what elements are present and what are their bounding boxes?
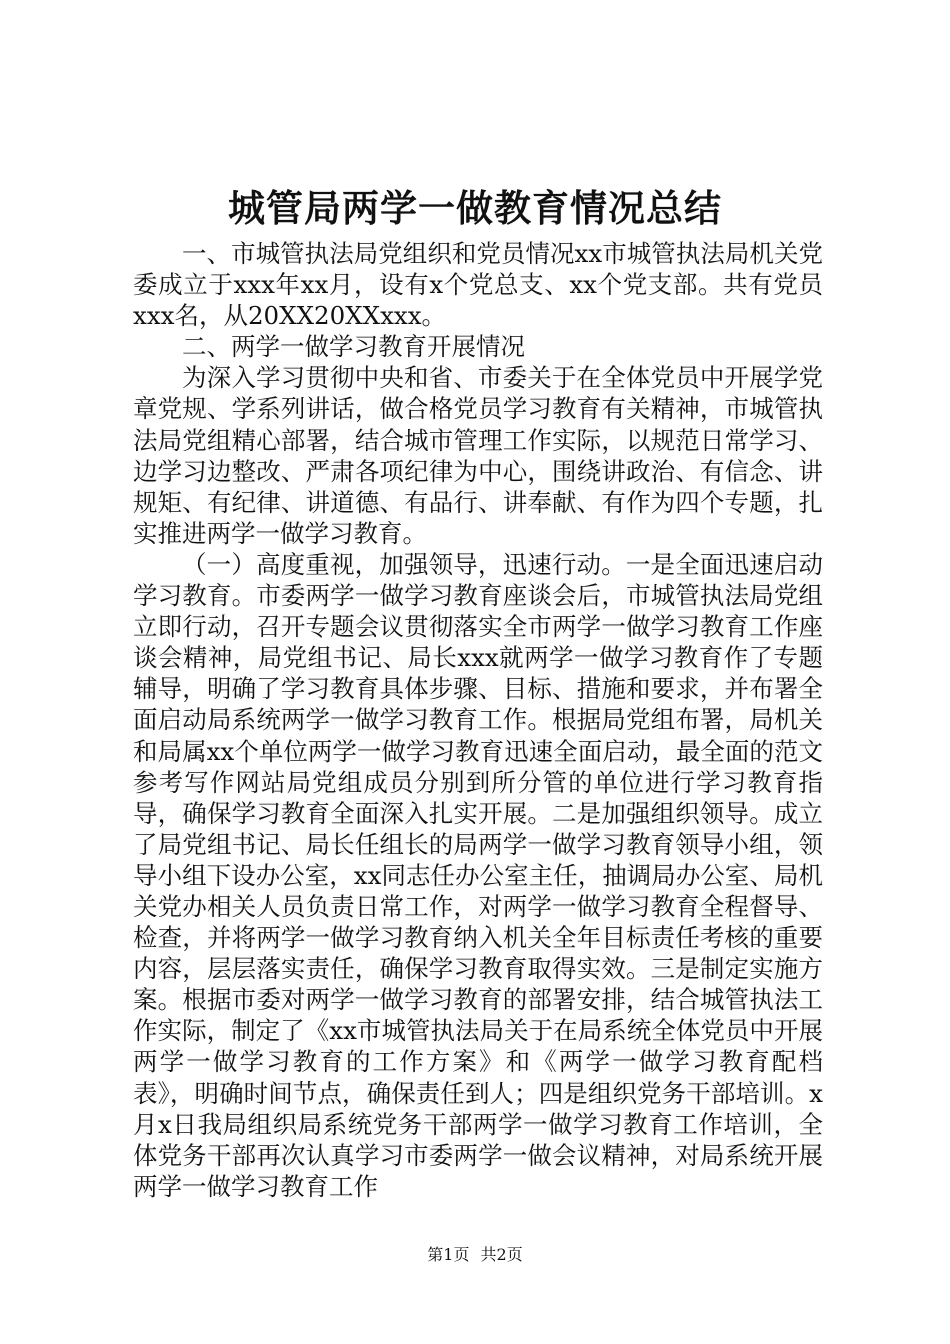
paragraph-leadership: （一）高度重视，加强领导，迅速行动。一是全面迅速启动学习教育。市委两学一做学习教育座谈会后，市城管执法局党组立即行动，召开专题会议贯彻落实全市两学一做学习教育工作座谈会精神，局党组书记、局长xxx就两学一做学习教育作了专题辅导，明确了学习教育具体步骤、目标、措施和要求，并布署全面启动局系统两学一做学习教育工作。根据局党组布署，局机关和局属xx个单位两学一做学习教育迅速全面启动，最全面的范文参考写作网站局党组成员分别到所分管的单位进行学习教育指导，确保学习教育全面深入扎实开展。二是加强组织领导。成立了局党组书记、局长任组长的局两学一做学习教育领导小组，领导小组下设办公室，xx同志任办公室主任，抽调局办公室、局机关党办相关人员负责日常工作，对两学一做学习教育全程督导、检查，并将两学一做学习教育纳入机关全年目标责任考核的重要内容，层层落实责任，确保学习教育取得实效。三是制定实施方案。根据市委对两学一做学习教育的部署安排，结合城管执法工作实际，制定了《xx市城管执法局关于在局系统全体党员中开展两学一做学习教育的工作方案》和《两学一做学习教育配档表》，明确时间节点，确保责任到人；四是组织党务干部培训。x月x日我局组织局系统党务干部两学一做学习教育工作培训，全体党务干部再次认真学习市委两学一做会议精神，对局系统开展两学一做学习教育工作	[133, 549, 823, 1201]
paragraph-intro: 为深入学习贯彻中央和省、市委关于在全体党员中开展学党章党规、学系列讲话，做合格党员学习教育有关精神，市城管执法局党组精心部署，结合城市管理工作实际，以规范日常学习、边学习边整改、严肃各项纪律为中心，围绕讲政治、有信念、讲规矩、有纪律、讲道德、有品行、讲奉献、有作为四个专题，扎实推进两学一做学习教育。	[133, 363, 823, 548]
paragraph-section-heading: 二、两学一做学习教育开展情况	[182, 332, 525, 362]
page-total: 共2页	[480, 1245, 523, 1264]
page-number: 第1页	[427, 1245, 470, 1264]
paragraph-party-overview: 一、市城管执法局党组织和党员情况xx市城管执法局机关党委成立于xxx年xx月，设有x个党总支、xx个党支部。共有党员xxx名，从20XX20XXxxx。	[133, 239, 823, 331]
page-footer	[0, 1245, 950, 1265]
document-body	[133, 238, 823, 1202]
page-title: 城管局两学一做教育情况总结	[228, 186, 722, 230]
